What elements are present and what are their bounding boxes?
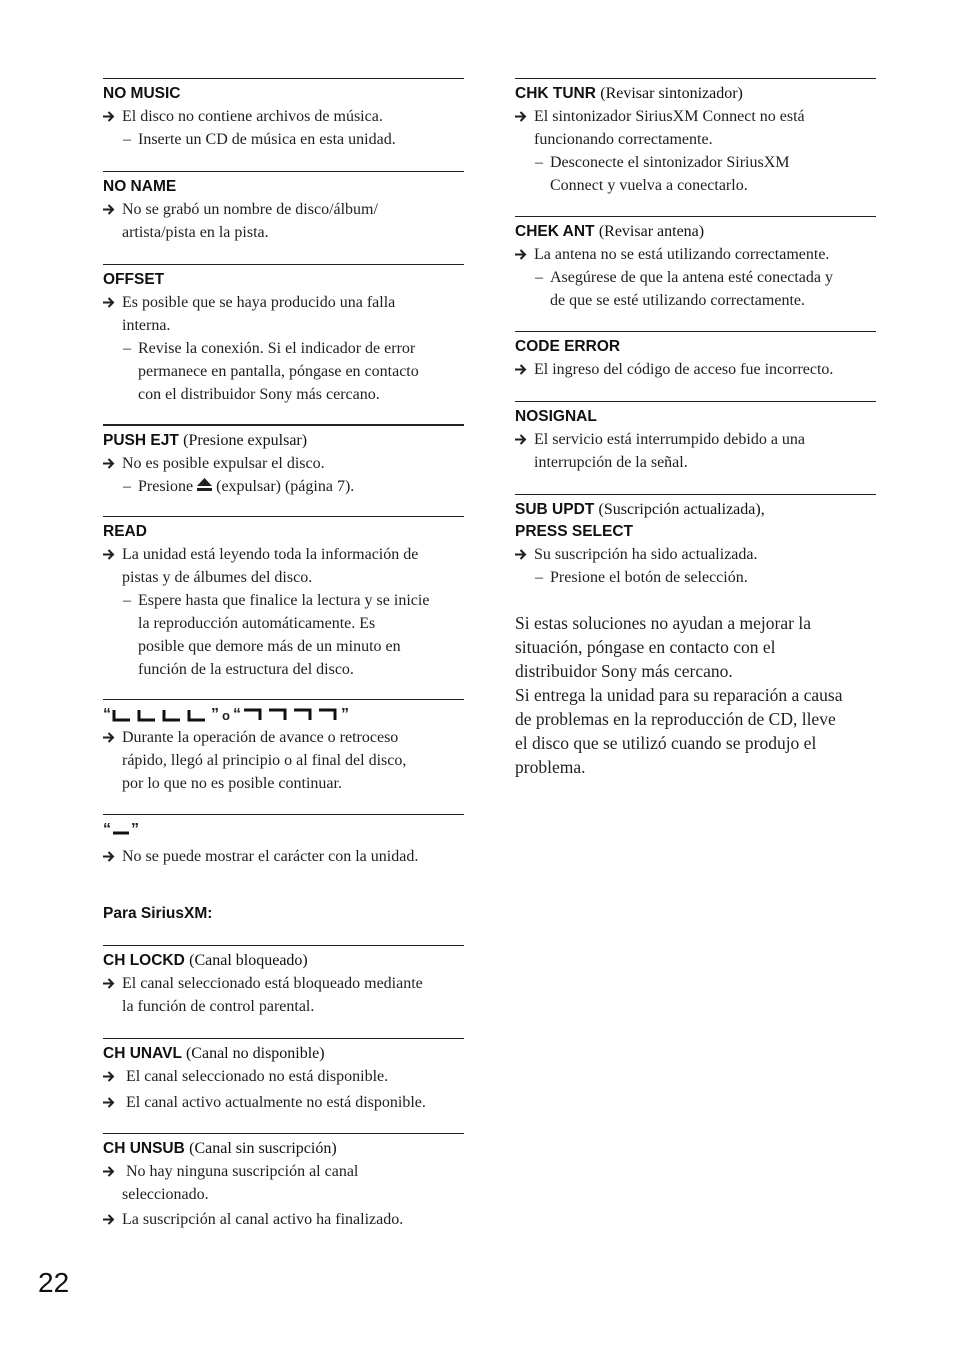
dash-mark: – — [535, 569, 543, 586]
remedy-text: permanece en pantalla, póngase en contacto — [138, 363, 419, 380]
arrow-icon — [103, 297, 115, 308]
arrow-icon — [515, 249, 527, 260]
dash-mark: – — [535, 269, 543, 286]
cause-line — [515, 358, 876, 381]
remedy-line — [103, 337, 464, 406]
arrow-icon — [103, 978, 115, 989]
dash-mark: – — [123, 340, 131, 357]
entry-heading: NO NAME — [103, 178, 177, 195]
arrow-icon — [103, 732, 115, 743]
close-quote: ” — [340, 706, 349, 723]
cause-text: La antena no se está utilizando correctamente. — [534, 246, 830, 263]
heading-meaning: (Presione expulsar) — [183, 432, 308, 449]
heading-code: SUB UPDT — [515, 501, 595, 518]
remedy-text: de que se esté utilizando correctamente. — [550, 292, 805, 309]
entry-ch-unavl — [103, 1038, 464, 1133]
cause-text: El servicio está interrumpido debido a una — [534, 431, 806, 448]
cause-text: interna. — [122, 317, 171, 334]
segment-dash-icon — [111, 822, 131, 838]
cause-text: Su suscripción ha sido actualizada. — [534, 546, 758, 563]
entry-heading — [515, 221, 876, 243]
entry-nosignal — [515, 401, 876, 494]
entry-heading — [515, 499, 876, 521]
entry-ch-lockd — [103, 945, 464, 1038]
heading-meaning: (Canal bloqueado) — [189, 952, 308, 969]
entry-heading: READ — [103, 523, 147, 540]
arrow-icon — [103, 1214, 115, 1225]
paragraph-line: problema. — [515, 757, 586, 777]
arrow-icon — [103, 1097, 115, 1108]
arrow-icon — [103, 111, 115, 122]
dash-display-heading — [103, 819, 464, 841]
cause-line — [103, 1208, 464, 1231]
paragraph-line: Si estas soluciones no ayudan a mejorar la — [515, 613, 811, 633]
entry-sub-updt — [515, 494, 876, 609]
cause-text: La suscripción al canal activo ha finalizado. — [122, 1211, 404, 1228]
segment-overscore-icon — [241, 707, 341, 723]
cause-text: interrupción de la señal. — [534, 454, 688, 471]
entry-offset — [103, 264, 464, 424]
remedy-text: Asegúrese de que la antena esté conectada y — [550, 269, 833, 286]
close-quote: ” — [131, 821, 139, 838]
cause-line — [103, 452, 464, 475]
remedy-line — [103, 475, 464, 498]
arrow-icon — [515, 434, 527, 445]
heading-meaning: (Canal no disponible) — [185, 1045, 325, 1062]
left-column — [103, 78, 464, 1238]
closing-paragraph — [515, 611, 876, 779]
dash-mark: – — [123, 478, 131, 495]
heading-code: CH LOCKD — [103, 952, 185, 969]
cause-line — [103, 198, 464, 244]
arrow-icon — [515, 111, 527, 122]
section-label-siriusxm: Para SiriusXM: — [103, 905, 213, 922]
cause-line — [103, 726, 464, 795]
open-quote: “ — [232, 706, 241, 723]
arrow-icon — [103, 1071, 115, 1082]
cause-line — [103, 291, 464, 337]
arrow-icon — [103, 851, 115, 862]
cause-text: por lo que no es posible continuar. — [122, 775, 342, 792]
entry-heading — [103, 1138, 464, 1160]
paragraph-line: de problemas en la reproducción de CD, lleve — [515, 709, 836, 729]
entry-heading: NO MUSIC — [103, 85, 181, 102]
cause-text: la función de control parental. — [122, 998, 315, 1015]
remedy-text: Connect y vuelva a conectarlo. — [550, 177, 748, 194]
cause-line — [103, 543, 464, 589]
dash-mark: – — [123, 592, 131, 609]
arrow-icon — [103, 549, 115, 560]
entry-dash-display — [103, 814, 464, 903]
arrow-icon — [103, 1166, 115, 1177]
dash-mark: – — [535, 154, 543, 171]
cause-text: artista/pista en la pista. — [122, 224, 269, 241]
remedy-text: Presione el botón de selección. — [550, 569, 748, 586]
page-number: 22 — [38, 1267, 70, 1298]
heading-meaning: (Canal sin suscripción) — [189, 1140, 337, 1157]
arrow-icon — [515, 549, 527, 560]
cause-line — [103, 1160, 464, 1206]
entry-chk-tunr — [515, 78, 876, 216]
close-quote: ” — [211, 706, 219, 723]
heading-code: CH UNSUB — [103, 1140, 185, 1157]
cause-text: El canal seleccionado no está disponible. — [126, 1068, 389, 1085]
remedy-text: posible que demore más de un minuto en — [138, 638, 401, 655]
cause-line — [103, 105, 464, 128]
remedy-line — [515, 151, 876, 197]
right-column — [515, 78, 876, 779]
cause-line — [515, 243, 876, 266]
heading-code: CH UNAVL — [103, 1045, 182, 1062]
heading-meaning: (Suscripción actualizada), — [598, 501, 765, 518]
dash-mark: – — [123, 131, 131, 148]
cause-text: pistas y de álbumes del disco. — [122, 569, 313, 586]
remedy-line — [103, 589, 464, 681]
paragraph-line: el disco que se utilizó cuando se produjo el — [515, 733, 817, 753]
cause-text: funcionando correctamente. — [534, 131, 713, 148]
remedy-line — [515, 566, 876, 589]
cause-line — [103, 1091, 464, 1114]
arrow-icon — [103, 458, 115, 469]
entry-heading — [103, 1043, 464, 1065]
cause-text: No hay ninguna suscripción al canal — [126, 1163, 359, 1180]
entry-heading: NOSIGNAL — [515, 408, 597, 425]
remedy-text: Desconecte el sintonizador SiriusXM — [550, 154, 790, 171]
entry-code-error — [515, 331, 876, 401]
or-word: o — [222, 707, 230, 723]
paragraph-line: situación, póngase en contacto con el — [515, 637, 776, 657]
cause-line — [515, 105, 876, 151]
heading-meaning: (Revisar sintonizador) — [600, 85, 743, 102]
remedy-text: Presione — [138, 478, 194, 495]
arrow-icon — [515, 364, 527, 375]
cause-text: rápido, llegó al principio o al final del disco, — [122, 752, 407, 769]
cause-text: El disco no contiene archivos de música. — [122, 108, 383, 125]
cause-text: No se puede mostrar el carácter con la unidad. — [122, 848, 419, 865]
cause-text: No se grabó un nombre de disco/álbum/ — [122, 201, 378, 218]
entry-segment-display — [103, 699, 464, 814]
segment-display-heading — [103, 704, 464, 726]
cause-line — [103, 1065, 464, 1088]
entry-no-name — [103, 171, 464, 264]
cause-text: El canal activo actualmente no está disponible. — [126, 1094, 426, 1111]
heading-meaning: (Revisar antena) — [598, 223, 705, 240]
cause-line — [103, 845, 464, 868]
cause-line — [515, 543, 876, 566]
entry-heading — [103, 950, 464, 972]
entry-read — [103, 516, 464, 699]
entry-heading: CODE ERROR — [515, 338, 621, 355]
remedy-text: la reproducción automáticamente. Es — [138, 615, 376, 632]
heading-code: PUSH EJT — [103, 432, 179, 449]
open-quote: “ — [103, 821, 111, 838]
entry-chek-ant — [515, 216, 876, 331]
paragraph-line: distribuidor Sony más cercano. — [515, 661, 733, 681]
cause-text: El ingreso del código de acceso fue incorrecto. — [534, 361, 834, 378]
cause-text: No es posible expulsar el disco. — [122, 455, 325, 472]
remedy-text: (expulsar) (página 7). — [216, 478, 355, 495]
entry-ch-unsub — [103, 1133, 464, 1238]
paragraph-line: Si entrega la unidad para su reparación a causa — [515, 685, 843, 705]
open-quote: “ — [103, 706, 111, 723]
cause-line — [103, 972, 464, 1018]
cause-text: El canal seleccionado está bloqueado mediante — [122, 975, 423, 992]
remedy-text: función de la estructura del disco. — [138, 661, 354, 678]
segment-underscore-icon — [111, 707, 211, 723]
arrow-icon — [103, 204, 115, 215]
remedy-text: Espere hasta que finalice la lectura y se inicie — [138, 592, 430, 609]
entry-push-ejt — [103, 424, 464, 516]
entry-no-music — [103, 78, 464, 171]
entry-heading — [103, 430, 464, 452]
cause-text: Es posible que se haya producido una falla — [122, 294, 396, 311]
cause-text: Durante la operación de avance o retroceso — [122, 729, 399, 746]
entry-heading-second: PRESS SELECT — [515, 523, 633, 540]
cause-text: El sintonizador SiriusXM Connect no está — [534, 108, 805, 125]
heading-code: CHK TUNR — [515, 85, 596, 102]
entry-heading: OFFSET — [103, 271, 165, 288]
cause-line — [515, 428, 876, 474]
remedy-line — [103, 128, 464, 151]
entry-heading — [515, 83, 876, 105]
cause-text: seleccionado. — [122, 1186, 209, 1203]
remedy-line — [515, 266, 876, 312]
remedy-text: Inserte un CD de música en esta unidad. — [138, 131, 396, 148]
eject-icon — [197, 478, 212, 492]
remedy-text: Revise la conexión. Si el indicador de error — [138, 340, 416, 357]
cause-text: La unidad está leyendo toda la información de — [122, 546, 419, 563]
heading-code: CHEK ANT — [515, 223, 595, 240]
remedy-text: con el distribuidor Sony más cercano. — [138, 386, 380, 403]
